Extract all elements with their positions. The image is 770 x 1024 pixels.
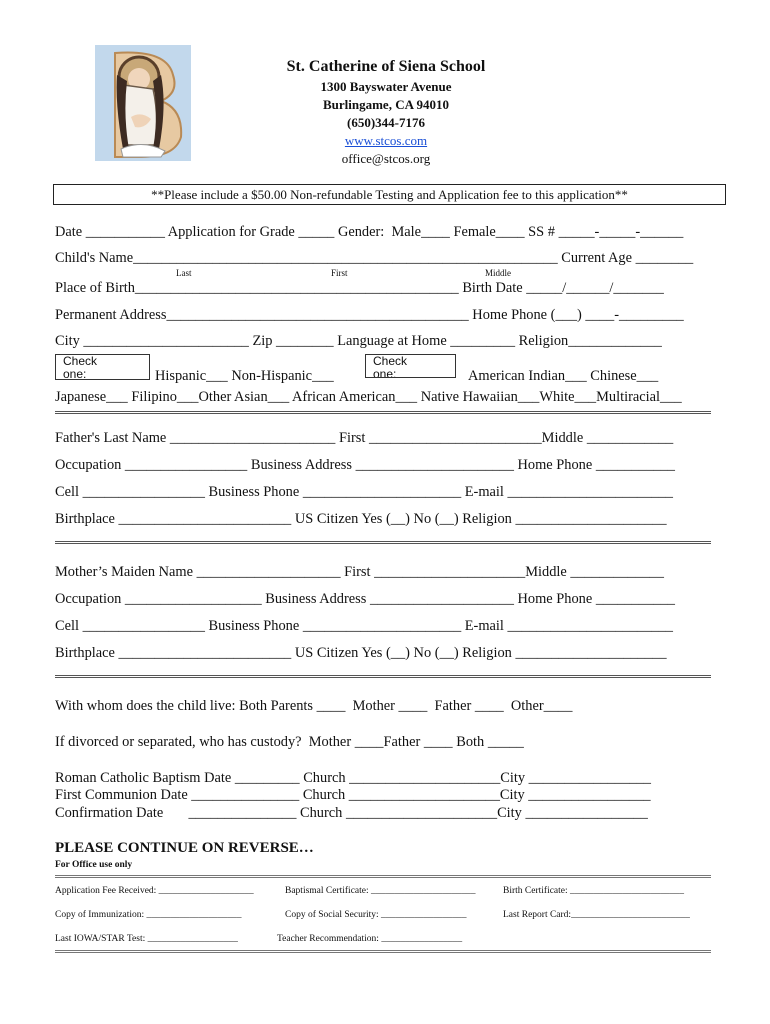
race-options-2[interactable]: Japanese___ Filipino___Other Asian___ African American___ Native Hawaiian___White___Multiracial___ [55,389,682,405]
office-birth-cert[interactable]: Birth Certificate: ________________________ [503,886,685,896]
office-divider-top [55,875,711,878]
child-row-birth[interactable]: Place of Birth_____________________________________________ Birth Date _____/______/_______ [55,280,664,296]
mother-row-cell[interactable]: Cell _________________ Business Phone ______________________ E-mail _______________________ [55,618,673,634]
label-middle: Middle [485,268,511,278]
father-row-birthplace[interactable]: Birthplace ________________________ US Citizen Yes (__) No (__) Religion _____________________ [55,511,667,527]
office-report-card[interactable]: Last Report Card:_________________________ [503,910,690,920]
continue-reverse: PLEASE CONTINUE ON REVERSE… [55,840,314,856]
school-name: St. Catherine of Siena School [286,58,486,75]
child-row-date-grade[interactable]: Date ___________ Application for Grade _____ Gender: Male____ Female____ SS # _____-_____-______ [55,224,684,240]
one-label: one: [373,367,397,378]
fee-notice-box [53,184,726,205]
living-with-row[interactable]: With whom does the child live: Both Parents ____ Mother ____ Father ____ Other____ [55,698,573,714]
office-use-label: For Office use only [55,860,133,870]
school-address: 1300 Bayswater Avenue [320,79,452,94]
race-options-1[interactable]: American Indian___ Chinese___ [468,368,659,384]
school-logo [95,45,191,161]
office-teacher-rec[interactable]: Teacher Recommendation: _________________ [277,934,463,944]
communion-row[interactable]: First Communion Date _______________ Church _____________________City _________________ [55,787,651,803]
custody-row[interactable]: If divorced or separated, who has custody? Mother ____Father ____ Both _____ [55,734,524,750]
school-phone: (650)344-7176 [347,115,425,130]
confirmation-row[interactable]: Confirmation Date _______________ Church _____________________City _________________ [55,805,648,821]
check-label: Check [63,354,98,368]
office-divider-bottom [55,950,711,953]
label-last: Last [176,268,192,278]
one-label: one: [63,367,87,380]
ethnicity-options[interactable]: Hispanic___ Non-Hispanic___ [155,368,334,384]
office-social-security[interactable]: Copy of Social Security: __________________ [285,910,467,920]
child-row-name[interactable]: Child's Name___________________________________________________________ Current Age ________ [55,250,694,266]
child-row-city[interactable]: City _______________________ Zip ________ Language at Home _________ Religion_____________ [55,333,662,349]
mother-row-occupation[interactable]: Occupation ___________________ Business Address ____________________ Home Phone ___________ [55,591,675,607]
check-one-box-left [55,354,150,380]
office-iowa-test[interactable]: Last IOWA/STAR Test: ___________________ [55,934,238,944]
section-divider [55,675,711,678]
baptism-row[interactable]: Roman Catholic Baptism Date _________ Church _____________________City _________________ [55,770,651,786]
office-immunization[interactable]: Copy of Immunization: ____________________ [55,910,242,920]
school-website-link[interactable]: www.stcos.com [344,133,428,148]
section-divider [55,541,711,544]
check-one-box-right [365,354,456,378]
check-label: Check [373,354,408,368]
section-divider [55,411,711,414]
father-row-cell[interactable]: Cell _________________ Business Phone ______________________ E-mail _______________________ [55,484,673,500]
child-row-address[interactable]: Permanent Address__________________________________________ Home Phone (___) ____-_________ [55,307,684,323]
mother-row-birthplace[interactable]: Birthplace ________________________ US Citizen Yes (__) No (__) Religion _____________________ [55,645,667,661]
mother-row-name[interactable]: Mother’s Maiden Name ____________________ First _____________________Middle _____________ [55,564,664,580]
school-city: Burlingame, CA 94010 [322,97,450,112]
school-email: office@stcos.org [341,151,431,166]
fee-notice: **Please include a $50.00 Non-refundable Testing and Application fee to this application** [151,187,628,202]
father-row-occupation[interactable]: Occupation _________________ Business Address ______________________ Home Phone ___________ [55,457,675,473]
office-baptismal[interactable]: Baptismal Certificate: ______________________ [285,886,476,896]
label-first: First [331,268,348,278]
father-row-name[interactable]: Father's Last Name _______________________ First ________________________Middle ____________ [55,430,674,446]
office-fee[interactable]: Application Fee Received: ____________________ [55,886,254,896]
